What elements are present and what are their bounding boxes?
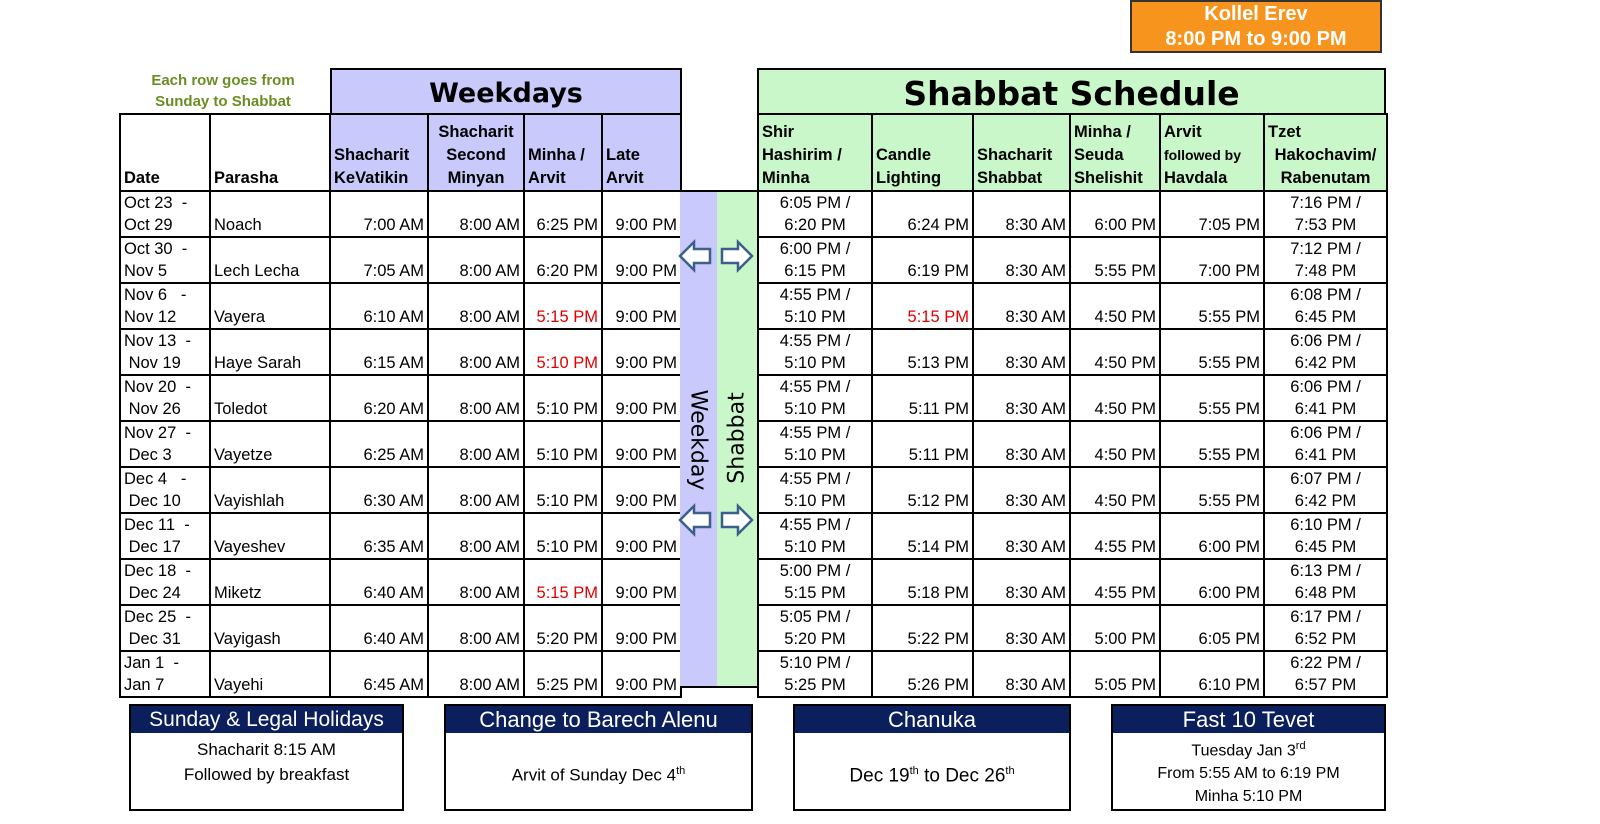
date-start: Nov 6 - xyxy=(124,286,187,304)
tzet-time: 6:06 PM / xyxy=(1290,424,1361,442)
hdr-line: Minha / xyxy=(1074,123,1131,141)
candle-lighting-cell: 5:11 PM xyxy=(872,421,973,467)
header-shacharit-kevatikin xyxy=(330,114,428,191)
shabbat-row xyxy=(758,651,1387,697)
date-cell xyxy=(120,329,210,375)
shacharit-second-cell: 8:00 AM xyxy=(428,421,524,467)
tzet-time: 7:12 PM / xyxy=(1290,240,1361,258)
shacharit-shabbat-cell: 8:30 AM xyxy=(973,237,1070,283)
shabbat-header-row xyxy=(758,114,1387,191)
minha-seuda-cell: 5:00 PM xyxy=(1070,605,1160,651)
minha-seuda-cell: 4:50 PM xyxy=(1070,283,1160,329)
arvit-havdala-cell: 6:00 PM xyxy=(1160,513,1264,559)
candle-lighting-cell: 5:15 PM xyxy=(872,283,973,329)
date-end: Nov 26 xyxy=(124,400,181,418)
shabbat-row xyxy=(758,375,1387,421)
date-start: Jan 1 - xyxy=(124,654,180,672)
date-start: Nov 13 - xyxy=(124,332,191,350)
shacharit-shabbat-cell: 8:30 AM xyxy=(973,651,1070,697)
barech-alenu-box xyxy=(444,704,753,811)
hdr-line: Shacharit xyxy=(334,146,410,164)
minha-seuda-cell: 4:55 PM xyxy=(1070,513,1160,559)
shacharit-second-cell: 8:00 AM xyxy=(428,651,524,697)
late-arvit-cell: 9:00 PM xyxy=(602,375,681,421)
arvit-havdala-cell: 5:55 PM xyxy=(1160,421,1264,467)
header-minha-seuda xyxy=(1070,114,1160,191)
minha-seuda-cell: 4:50 PM xyxy=(1070,329,1160,375)
fast-minha: Minha 5:10 PM xyxy=(1194,788,1303,806)
shabbat-row xyxy=(758,559,1387,605)
candle-lighting-cell: 5:13 PM xyxy=(872,329,973,375)
candle-lighting-cell: 6:24 PM xyxy=(872,191,973,237)
kollel-time: 8:00 PM to 9:00 PM xyxy=(1165,28,1347,50)
date-start: Dec 25 - xyxy=(124,608,191,626)
weekday-row xyxy=(120,467,681,513)
hdr-line: Seuda xyxy=(1074,146,1124,164)
minha-time: 5:20 PM xyxy=(784,630,846,648)
date-cell xyxy=(120,283,210,329)
chanuka-dates xyxy=(795,733,1069,788)
minha-time: 6:15 PM xyxy=(784,262,846,280)
shir-time: 6:05 PM / xyxy=(779,194,851,212)
hdr-line: Hakochavim/ xyxy=(1274,146,1377,164)
weekday-row xyxy=(120,559,681,605)
shacharit-second-cell: 8:00 AM xyxy=(428,329,524,375)
tzet-cell xyxy=(1264,605,1387,651)
shabbat-vertical-label: Shabbat xyxy=(724,392,750,484)
arvit-havdala-cell: 5:55 PM xyxy=(1160,329,1264,375)
shir-minha-cell xyxy=(758,513,872,559)
shir-minha-cell xyxy=(758,283,872,329)
shacharit-shabbat-cell: 8:30 AM xyxy=(973,559,1070,605)
late-arvit-cell: 9:00 PM xyxy=(602,605,681,651)
date-start: Oct 30 - xyxy=(124,240,188,258)
date-cell xyxy=(120,513,210,559)
hdr-line: Arvit xyxy=(1164,123,1202,141)
shacharit-shabbat-cell: 8:30 AM xyxy=(973,513,1070,559)
shacharit-kevatikin-cell: 6:10 AM xyxy=(330,283,428,329)
minha-seuda-cell: 6:00 PM xyxy=(1070,191,1160,237)
rabenutam-time: 6:42 PM xyxy=(1294,492,1357,510)
parasha-cell: Toledot xyxy=(210,375,330,421)
weekday-row xyxy=(120,375,681,421)
arvit-havdala-cell: 6:10 PM xyxy=(1160,651,1264,697)
tzet-time: 6:06 PM / xyxy=(1290,332,1361,350)
hdr-line: Candle xyxy=(876,146,932,164)
candle-lighting-cell: 6:19 PM xyxy=(872,237,973,283)
candle-lighting-cell: 5:12 PM xyxy=(872,467,973,513)
minha-seuda-cell: 4:55 PM xyxy=(1070,559,1160,605)
date-start: Dec 4 - xyxy=(124,470,187,488)
rabenutam-time: 6:42 PM xyxy=(1294,354,1357,372)
shacharit-second-cell: 8:00 AM xyxy=(428,191,524,237)
minha-time: 5:10 PM xyxy=(784,492,846,510)
chanuka-box xyxy=(793,704,1071,811)
candle-lighting-cell: 5:11 PM xyxy=(872,375,973,421)
minha-time: 5:10 PM xyxy=(784,308,846,326)
candle-lighting-cell: 5:18 PM xyxy=(872,559,973,605)
minha-time: 5:10 PM xyxy=(784,538,846,556)
date-end: Dec 3 xyxy=(124,446,172,464)
candle-lighting-cell: 5:14 PM xyxy=(872,513,973,559)
shacharit-shabbat-cell: 8:30 AM xyxy=(973,329,1070,375)
row-note-line1: Each row goes from xyxy=(151,72,295,89)
shir-time: 4:55 PM / xyxy=(779,516,851,534)
shir-time: 4:55 PM / xyxy=(779,378,851,396)
minha-seuda-cell: 5:55 PM xyxy=(1070,237,1160,283)
minha-arvit-cell: 5:10 PM xyxy=(524,329,602,375)
arvit-havdala-cell: 7:05 PM xyxy=(1160,191,1264,237)
tzet-time: 6:22 PM / xyxy=(1290,654,1361,672)
date-cell xyxy=(120,605,210,651)
shir-minha-cell xyxy=(758,559,872,605)
minha-arvit-cell: 5:25 PM xyxy=(524,651,602,697)
tzet-time: 6:10 PM / xyxy=(1290,516,1361,534)
shir-time: 5:00 PM / xyxy=(779,562,851,580)
shacharit-second-cell: 8:00 AM xyxy=(428,605,524,651)
hdr-line: Second xyxy=(446,146,506,164)
late-arvit-cell: 9:00 PM xyxy=(602,191,681,237)
hdr-line: Lighting xyxy=(876,169,942,187)
tzet-cell xyxy=(1264,513,1387,559)
tzet-cell xyxy=(1264,559,1387,605)
weekday-row xyxy=(120,421,681,467)
shacharit-kevatikin-cell: 6:25 AM xyxy=(330,421,428,467)
weekday-table xyxy=(119,113,682,698)
tzet-time: 6:13 PM / xyxy=(1290,562,1361,580)
tzet-cell xyxy=(1264,375,1387,421)
date-cell xyxy=(120,651,210,697)
shabbat-row xyxy=(758,513,1387,559)
tzet-cell xyxy=(1264,237,1387,283)
minha-arvit-cell: 5:10 PM xyxy=(524,513,602,559)
tzet-cell xyxy=(1264,283,1387,329)
shacharit-second-cell: 8:00 AM xyxy=(428,467,524,513)
hdr-line: KeVatikin xyxy=(334,169,409,187)
hdr-line: Havdala xyxy=(1164,169,1228,187)
header-tzet-hakochavim xyxy=(1264,114,1387,191)
fast-sup: rd xyxy=(1295,740,1306,752)
rabenutam-time: 6:45 PM xyxy=(1294,308,1357,326)
minha-time: 5:10 PM xyxy=(784,446,846,464)
shir-time: 4:55 PM / xyxy=(779,424,851,442)
shir-time: 4:55 PM / xyxy=(779,332,851,350)
shabbat-row xyxy=(758,329,1387,375)
shabbat-row xyxy=(758,191,1387,237)
arrows-icon xyxy=(678,236,758,276)
date-cell xyxy=(120,559,210,605)
late-arvit-cell: 9:00 PM xyxy=(602,513,681,559)
fast-date-text: Tuesday Jan 3 xyxy=(1191,742,1296,760)
late-arvit-cell: 9:00 PM xyxy=(602,467,681,513)
header-shacharit-shabbat xyxy=(973,114,1070,191)
shabbat-row xyxy=(758,237,1387,283)
shir-minha-cell xyxy=(758,375,872,421)
hdr-line: Late xyxy=(606,146,640,164)
shir-minha-cell xyxy=(758,651,872,697)
arvit-havdala-cell: 5:55 PM xyxy=(1160,283,1264,329)
parasha-cell: Vayishlah xyxy=(210,467,330,513)
arvit-havdala-cell: 6:05 PM xyxy=(1160,605,1264,651)
parasha-cell: Noach xyxy=(210,191,330,237)
hdr-line: Shelishit xyxy=(1074,169,1143,187)
tzet-time: 7:16 PM / xyxy=(1290,194,1361,212)
barech-alenu-text xyxy=(446,733,751,788)
shabbat-row xyxy=(758,283,1387,329)
tzet-cell xyxy=(1264,467,1387,513)
shabbat-table xyxy=(757,113,1388,698)
sunday-holidays-box xyxy=(129,704,404,811)
minha-arvit-cell: 6:20 PM xyxy=(524,237,602,283)
shir-time: 6:00 PM / xyxy=(779,240,851,258)
rabenutam-time: 6:45 PM xyxy=(1294,538,1357,556)
weekday-row xyxy=(120,237,681,283)
chanuka-sup: th xyxy=(1005,765,1015,777)
rabenutam-time: 7:48 PM xyxy=(1294,262,1357,280)
parasha-cell: Vayera xyxy=(210,283,330,329)
shacharit-kevatikin-cell: 6:45 AM xyxy=(330,651,428,697)
barech-sup: th xyxy=(676,765,686,777)
shabbat-row xyxy=(758,605,1387,651)
weekday-row xyxy=(120,329,681,375)
kollel-erev-box xyxy=(1130,0,1382,53)
arrows-icon xyxy=(678,500,758,540)
minha-arvit-cell: 5:15 PM xyxy=(524,283,602,329)
shacharit-kevatikin-cell: 6:40 AM xyxy=(330,605,428,651)
shacharit-kevatikin-cell: 7:00 AM xyxy=(330,191,428,237)
shir-minha-cell xyxy=(758,191,872,237)
shir-minha-cell xyxy=(758,237,872,283)
weekday-row xyxy=(120,651,681,697)
minha-arvit-cell: 5:20 PM xyxy=(524,605,602,651)
shir-time: 5:10 PM / xyxy=(779,654,851,672)
kollel-title: Kollel Erev xyxy=(1204,3,1308,25)
date-end: Nov 12 xyxy=(124,308,177,326)
hdr-line: Hashirim / xyxy=(762,146,842,164)
tzet-time: 6:07 PM / xyxy=(1290,470,1361,488)
minha-time: 5:25 PM xyxy=(784,676,846,694)
minha-seuda-cell: 4:50 PM xyxy=(1070,421,1160,467)
weekday-vertical-label: Weekday xyxy=(685,389,711,491)
shir-minha-cell xyxy=(758,605,872,651)
date-start: Nov 20 - xyxy=(124,378,191,396)
weekday-row xyxy=(120,283,681,329)
date-end: Jan 7 xyxy=(124,676,165,694)
minha-time: 5:10 PM xyxy=(784,354,846,372)
date-end: Dec 31 xyxy=(124,630,181,648)
hdr-line: Shacharit xyxy=(438,123,514,141)
barech-alenu-title: Change to Barech Alenu xyxy=(446,706,751,733)
sunday-shacharit: Shacharit 8:15 AM xyxy=(197,740,336,759)
shacharit-shabbat-cell: 8:30 AM xyxy=(973,605,1070,651)
date-start: Dec 11 - xyxy=(124,516,190,534)
parasha-cell: Vayetze xyxy=(210,421,330,467)
chanuka-start: Dec 19 xyxy=(849,765,910,787)
hdr-line: Shabbat xyxy=(977,169,1043,187)
minha-arvit-cell: 6:25 PM xyxy=(524,191,602,237)
shacharit-shabbat-cell: 8:30 AM xyxy=(973,467,1070,513)
date-end: Dec 24 xyxy=(124,584,181,602)
shacharit-second-cell: 8:00 AM xyxy=(428,283,524,329)
fast-tevet-box xyxy=(1111,704,1386,811)
shacharit-second-cell: 8:00 AM xyxy=(428,513,524,559)
shir-minha-cell xyxy=(758,329,872,375)
shacharit-second-cell: 8:00 AM xyxy=(428,237,524,283)
date-end: Nov 19 xyxy=(124,354,181,372)
fast-tevet-title: Fast 10 Tevet xyxy=(1113,706,1384,733)
rabenutam-time: 7:53 PM xyxy=(1294,216,1357,234)
rabenutam-time: 6:57 PM xyxy=(1294,676,1357,694)
shacharit-kevatikin-cell: 6:30 AM xyxy=(330,467,428,513)
minha-arvit-cell: 5:15 PM xyxy=(524,559,602,605)
shabbat-title: Shabbat Schedule xyxy=(757,68,1386,115)
date-cell xyxy=(120,375,210,421)
minha-seuda-cell: 4:50 PM xyxy=(1070,375,1160,421)
date-end: Dec 10 xyxy=(124,492,181,510)
hdr-line: Minha / xyxy=(528,146,585,164)
shir-time: 4:55 PM / xyxy=(779,286,851,304)
date-end: Oct 29 xyxy=(124,216,173,234)
arvit-havdala-cell: 5:55 PM xyxy=(1160,467,1264,513)
row-note xyxy=(118,70,328,112)
arvit-havdala-cell: 7:00 PM xyxy=(1160,237,1264,283)
minha-time: 5:15 PM xyxy=(784,584,846,602)
header-shacharit-second xyxy=(428,114,524,191)
hdr-line: Minha xyxy=(762,169,810,187)
arvit-havdala-cell: 5:55 PM xyxy=(1160,375,1264,421)
hdr-line: Shir xyxy=(762,123,795,141)
hdr-line: Shacharit xyxy=(977,146,1053,164)
date-start: Dec 18 - xyxy=(124,562,191,580)
date-cell xyxy=(120,237,210,283)
date-cell xyxy=(120,467,210,513)
late-arvit-cell: 9:00 PM xyxy=(602,283,681,329)
shabbat-row xyxy=(758,467,1387,513)
shir-time: 5:05 PM / xyxy=(779,608,851,626)
barech-line: Arvit of Sunday Dec 4 xyxy=(511,765,677,785)
late-arvit-cell: 9:00 PM xyxy=(602,237,681,283)
arvit-havdala-cell: 6:00 PM xyxy=(1160,559,1264,605)
fast-hours: From 5:55 AM to 6:19 PM xyxy=(1157,765,1340,783)
hdr-line: followed by xyxy=(1164,147,1241,163)
candle-lighting-cell: 5:26 PM xyxy=(872,651,973,697)
date-cell xyxy=(120,421,210,467)
minha-seuda-cell: 4:50 PM xyxy=(1070,467,1160,513)
shacharit-shabbat-cell: 8:30 AM xyxy=(973,375,1070,421)
tzet-time: 6:06 PM / xyxy=(1290,378,1361,396)
shacharit-kevatikin-cell: 6:15 AM xyxy=(330,329,428,375)
header-arvit-havdala xyxy=(1160,114,1264,191)
header-late-arvit xyxy=(602,114,681,191)
late-arvit-cell: 9:00 PM xyxy=(602,559,681,605)
shir-minha-cell xyxy=(758,467,872,513)
shacharit-kevatikin-cell: 6:35 AM xyxy=(330,513,428,559)
row-note-line2: Sunday to Shabbat xyxy=(155,93,291,110)
shacharit-kevatikin-cell: 6:40 AM xyxy=(330,559,428,605)
parasha-cell: Vayigash xyxy=(210,605,330,651)
fast-date xyxy=(1113,735,1384,762)
parasha-cell: Vayehi xyxy=(210,651,330,697)
shacharit-kevatikin-cell: 6:20 AM xyxy=(330,375,428,421)
header-date: Date xyxy=(120,114,210,191)
shir-time: 4:55 PM / xyxy=(779,470,851,488)
rabenutam-time: 6:52 PM xyxy=(1294,630,1357,648)
weekdays-title: Weekdays xyxy=(330,68,682,115)
tzet-cell xyxy=(1264,329,1387,375)
sunday-holidays-title: Sunday & Legal Holidays xyxy=(131,706,402,733)
rabenutam-time: 6:41 PM xyxy=(1294,400,1357,418)
tzet-cell xyxy=(1264,651,1387,697)
minha-time: 6:20 PM xyxy=(784,216,846,234)
minha-seuda-cell: 5:05 PM xyxy=(1070,651,1160,697)
hdr-line: Arvit xyxy=(606,169,644,187)
minha-time: 5:10 PM xyxy=(784,400,846,418)
parasha-cell: Lech Lecha xyxy=(210,237,330,283)
header-shir-hashirim xyxy=(758,114,872,191)
tzet-time: 6:08 PM / xyxy=(1290,286,1361,304)
tzet-cell xyxy=(1264,191,1387,237)
date-start: Oct 23 - xyxy=(124,194,188,212)
parasha-cell: Vayeshev xyxy=(210,513,330,559)
shacharit-second-cell: 8:00 AM xyxy=(428,375,524,421)
date-cell xyxy=(120,191,210,237)
chanuka-sup: th xyxy=(909,765,919,777)
late-arvit-cell: 9:00 PM xyxy=(602,421,681,467)
tzet-cell xyxy=(1264,421,1387,467)
hdr-line: Tzet xyxy=(1268,123,1301,141)
parasha-cell: Haye Sarah xyxy=(210,329,330,375)
minha-arvit-cell: 5:10 PM xyxy=(524,375,602,421)
minha-arvit-cell: 5:10 PM xyxy=(524,421,602,467)
weekday-row xyxy=(120,191,681,237)
shacharit-shabbat-cell: 8:30 AM xyxy=(973,421,1070,467)
header-candle-lighting xyxy=(872,114,973,191)
late-arvit-cell: 9:00 PM xyxy=(602,651,681,697)
shir-minha-cell xyxy=(758,421,872,467)
shacharit-shabbat-cell: 8:30 AM xyxy=(973,283,1070,329)
header-minha-arvit xyxy=(524,114,602,191)
weekday-row xyxy=(120,513,681,559)
shabbat-row xyxy=(758,421,1387,467)
hdr-line: Minyan xyxy=(447,169,505,187)
shacharit-shabbat-cell: 8:30 AM xyxy=(973,191,1070,237)
weekday-row xyxy=(120,605,681,651)
weekday-header-row xyxy=(120,114,681,191)
header-parasha: Parasha xyxy=(210,114,330,191)
sunday-breakfast: Followed by breakfast xyxy=(183,765,350,784)
date-end: Nov 5 xyxy=(124,262,168,280)
hdr-line: Arvit xyxy=(528,169,566,187)
chanuka-end: to Dec 26 xyxy=(918,765,1006,787)
shacharit-kevatikin-cell: 7:05 AM xyxy=(330,237,428,283)
date-end: Dec 17 xyxy=(124,538,181,556)
chanuka-title: Chanuka xyxy=(795,706,1069,733)
minha-arvit-cell: 5:10 PM xyxy=(524,467,602,513)
parasha-cell: Miketz xyxy=(210,559,330,605)
shacharit-second-cell: 8:00 AM xyxy=(428,559,524,605)
rabenutam-time: 6:48 PM xyxy=(1294,584,1357,602)
late-arvit-cell: 9:00 PM xyxy=(602,329,681,375)
date-start: Nov 27 - xyxy=(124,424,191,442)
tzet-time: 6:17 PM / xyxy=(1290,608,1361,626)
rabenutam-time: 6:41 PM xyxy=(1294,446,1357,464)
candle-lighting-cell: 5:22 PM xyxy=(872,605,973,651)
hdr-line: Rabenutam xyxy=(1280,169,1371,187)
